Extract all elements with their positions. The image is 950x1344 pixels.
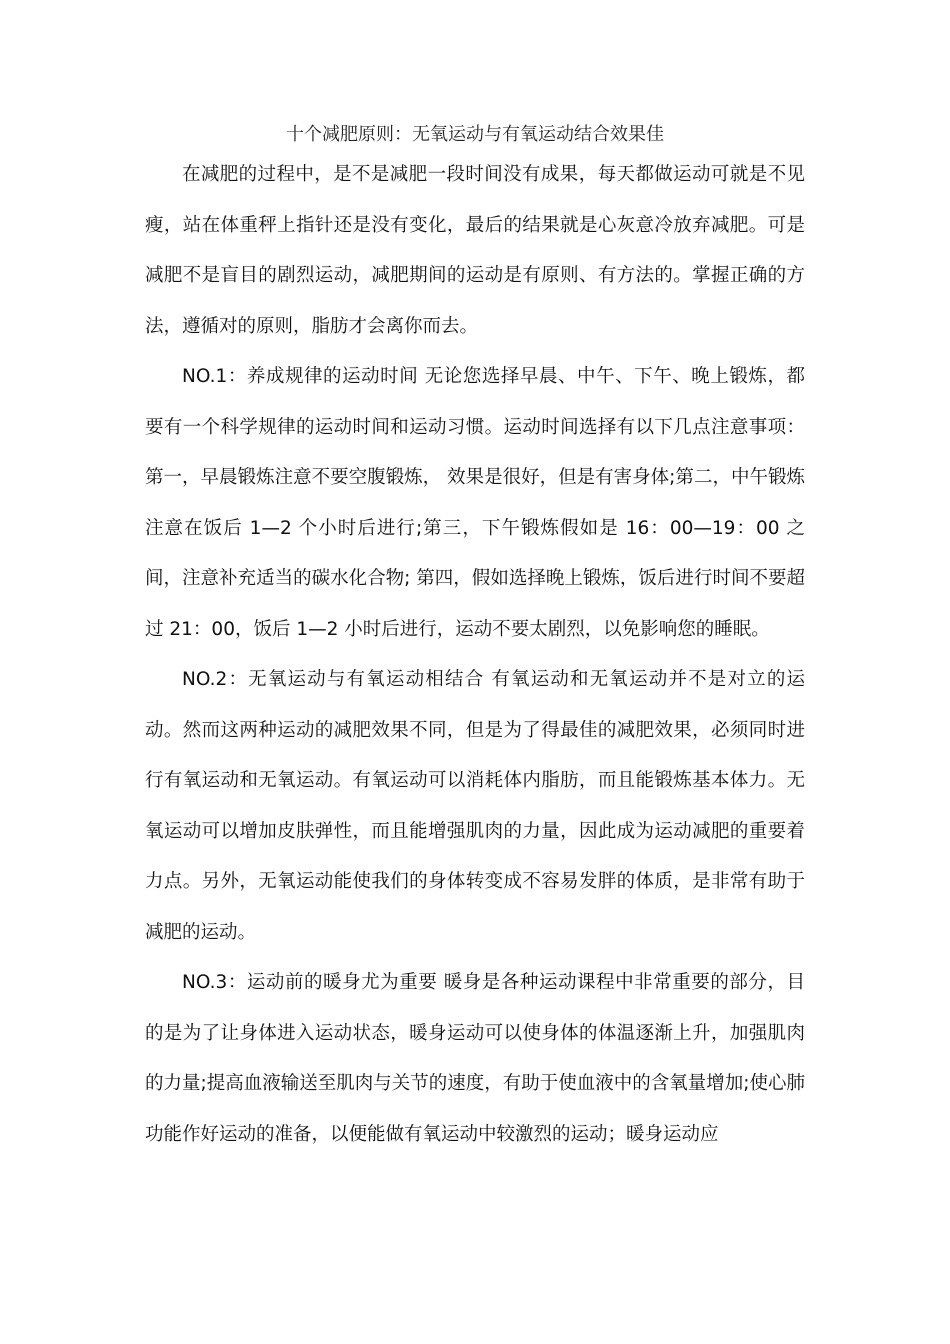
paragraph-no2: NO.2：无氧运动与有氧运动相结合 有氧运动和无氧运动并不是对立的运动。然而这两种运动的减肥效果不同，但是为了得最佳的减肥效果，必须同时进行有氧运动和无氧运动。有氧运动可以消耗体内脂肪，而且能锻炼基本体力。无氧运动可以增加皮肤弹性，而且能增强肌肉的力量，因此成为运动减肥的重要着力点。另外，无氧运动能使我们的身体转变成不容易发胖的体质，是非常有助于减肥的运动。 [145, 669, 805, 943]
paragraph-no1: NO.1：养成规律的运动时间 无论您选择早晨、中午、下午、晚上锻炼，都要有一个科学规律的运动时间和运动习惯。运动时间选择有以下几点注意事项：第一，早晨锻炼注意不要空腹锻炼， 效果是很好，但是有害身体;第二，中午锻炼注意在饭后 1—2 个小时后进行;第三，下午锻炼假如是 16：00—19：00 之间，注意补充适当的碳水化合物; 第四，假如选择晚上锻炼，饭后进行时间不要超过 21：00，饭后 1—2 小时后进行，运动不要太剧烈，以免影响您的睡眠。 [145, 366, 805, 640]
document-body [145, 150, 805, 1160]
paragraph-no3: NO.3：运动前的暖身尤为重要 暖身是各种运动课程中非常重要的部分，目的是为了让身体进入运动状态，暖身运动可以使身体的体温逐渐上升，加强肌肉的力量;提高血液输送至肌肉与关节的速度，有助于使血液中的含氧量增加;使心肺功能作好运动的准备，以便能做有氧运动中较激烈的运动；暖身运动应 [145, 972, 805, 1145]
paragraph-intro: 在减肥的过程中，是不是减肥一段时间没有成果，每天都做运动可就是不见瘦，站在体重秤上指针还是没有变化，最后的结果就是心灰意冷放弃减肥。可是减肥不是盲目的剧烈运动，减肥期间的运动是有原则、有方法的。掌握正确的方法，遵循对的原则，脂肪才会离你而去。 [145, 164, 805, 337]
document-title: 十个减肥原则：无氧运动与有氧运动结合效果佳 [286, 124, 664, 145]
